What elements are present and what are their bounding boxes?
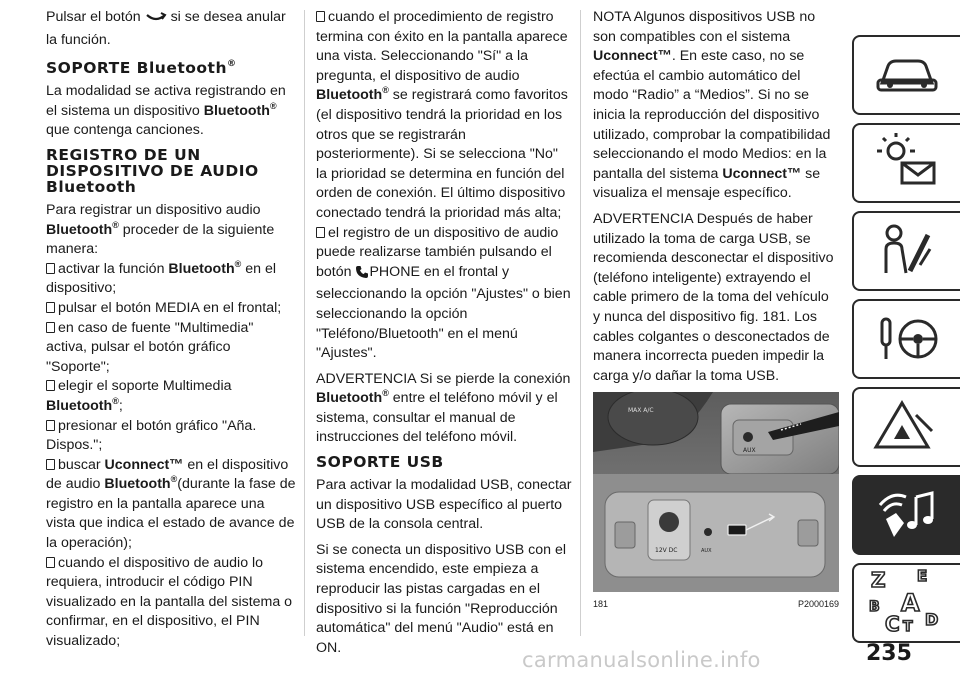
paragraph-usb-2: Si se conecta un dispositivo USB con el sistema encendido, este empieza a reproducir las pistas cargadas en el dispositivo si la función "Reproducción automática" del menú "Audio" está en ON.	[316, 541, 566, 656]
list-item: pulsar el botón MEDIA en el frontal;	[46, 299, 296, 319]
checkbox-bullet-icon	[316, 227, 325, 238]
list-item: cuando el procedimiento de registro termina con éxito en la pantalla aparece una vista. Seleccionando "Sí" a la pregunta, el dispositivo de audio Bluetooth® se registrará como favoritos (el dispositivo tendrá la prioridad en los otros que se registrarán posteriormente). Si se selecciona "No" la prioridad se determina en función del orden de conexión. El último dispositivo conectado tendrá la prioridad más alta;	[316, 9, 568, 221]
svg-text:B: B	[869, 598, 880, 615]
page-number: 235	[866, 641, 912, 666]
site-watermark: carmanualsonline.info	[522, 648, 761, 672]
list-item: presionar el botón gráfico "Aña. Dispos.";	[46, 417, 257, 454]
list-item: el registro de un dispositivo de audio puede realizarse también pulsando el botón PHONE en el frontal y seleccionando la opción "Ajustes" o bien seleccionando la opción "Teléfono/Bluetooth" en el menú "Ajustes".	[316, 224, 571, 362]
list-item: activar la función Bluetooth® en el dispositivo;	[46, 258, 276, 297]
checkbox-bullet-icon	[46, 557, 55, 568]
svg-text:T: T	[903, 618, 913, 635]
key-steering-icon	[872, 309, 942, 370]
column-divider	[304, 10, 305, 636]
tab-index[interactable]	[852, 563, 960, 643]
svg-text:AUX: AUX	[701, 548, 712, 555]
heading-soporte-usb: SOPORTE USB	[316, 453, 444, 472]
paragraph-advertencia-2: ADVERTENCIA Después de haber utilizado la toma de carga USB, se recomienda desconectar el dispositivo (teléfono inteligente) extrayendo el cable primero de la toma del vehículo y nunca del dispositivo fig. 181. Los cables colgantes o desconectados de manera incorrecta pueden impedir la carga y/o dañar la toma USB.	[593, 210, 834, 384]
list-item: cuando el dispositivo de audio lo requiera, introducir el código PIN visualizado en la pantalla del sistema o confirmar, en el dispositivo, el PIN visualizado;	[46, 554, 293, 650]
hazard-triangle-icon	[872, 397, 942, 458]
usb-console-illustration	[593, 392, 839, 592]
checkbox-bullet-icon	[46, 459, 55, 470]
column-2	[316, 8, 572, 664]
tab-warning-lights[interactable]	[852, 123, 960, 203]
checkbox-bullet-icon	[46, 263, 55, 274]
column-1	[46, 8, 296, 652]
phone-music-icon	[872, 483, 942, 548]
tab-car-dashboard[interactable]	[852, 35, 960, 115]
svg-text:A: A	[901, 588, 920, 617]
car-dashboard-icon	[872, 48, 942, 103]
paragraph-usb-1: Para activar la modalidad USB, conectar un dispositivo USB específico al puerto USB de la consola central.	[316, 477, 572, 533]
index-letters-icon	[867, 567, 947, 640]
list-item: buscar Uconnect™ en el dispositivo de audio Bluetooth®(durante la fase de registro en la pantalla aparece una vista que indica el estado de avance de la operación);	[46, 456, 296, 552]
svg-text:E: E	[917, 566, 928, 585]
warning-light-icon	[872, 133, 942, 194]
figure-usb-port-photo	[593, 392, 839, 592]
svg-text:Z: Z	[871, 567, 886, 592]
paragraph-advertencia-1: ADVERTENCIA Si se pierde la conexión Bluetooth® entre el teléfono móvil y el sistema, consultar el manual de instrucciones del teléfono móvil.	[316, 370, 571, 446]
phone-icon	[355, 265, 369, 286]
paragraph-nota: NOTA Algunos dispositivos USB no son compatibles con el sistema Uconnect™. En este caso, no se efectúa el cambio automático del modo “Radio” a “Medios”. Si no se inicia la reproducción del dispositivo utilizado, comprobar la compatibilidad seleccionando el modo Medios: en la pantalla del sistema Uconnect™ se visualiza el mensaje específico.	[593, 9, 831, 202]
checkbox-bullet-icon	[46, 302, 55, 313]
seatbelt-icon	[872, 221, 942, 282]
svg-text:C: C	[885, 611, 900, 635]
column-divider	[580, 10, 581, 636]
figure-code: P2000169	[797, 599, 839, 610]
svg-text:AUX: AUX	[743, 447, 756, 455]
figure-caption	[593, 595, 839, 615]
tab-emergency[interactable]	[852, 387, 960, 467]
paragraph-para-registrar: Para registrar un dispositivo audio Bluetooth® proceder de la siguiente manera:	[46, 201, 275, 258]
svg-text:MAX A/C: MAX A/C	[628, 407, 654, 415]
column-3	[593, 8, 839, 615]
list-item: elegir el soporte Multimedia Bluetooth®;	[46, 378, 232, 414]
checkbox-bullet-icon	[46, 420, 55, 431]
checkbox-bullet-icon	[46, 322, 55, 333]
paragraph-modalidad: La modalidad se activa registrando en el sistema un dispositivo Bluetooth® que contenga canciones.	[46, 83, 286, 139]
svg-text:D: D	[925, 609, 939, 629]
checkbox-bullet-icon	[46, 380, 55, 391]
intro-paragraph: Pulsar el botón si se desea anular la función.	[46, 9, 286, 48]
tab-multimedia[interactable]	[852, 475, 960, 555]
svg-text:12V DC: 12V DC	[655, 547, 678, 555]
figure-number: 181	[593, 599, 609, 610]
heading-registro: REGISTRO DE UN DISPOSITIVO DE AUDIO Bluetooth	[46, 145, 259, 196]
heading-soporte-bluetooth: SOPORTE Bluetooth®	[46, 59, 237, 78]
tab-safety[interactable]	[852, 211, 960, 291]
checkbox-bullet-icon	[316, 11, 325, 22]
chapter-tabs-sidebar	[852, 35, 960, 650]
tab-starting-driving[interactable]	[852, 299, 960, 379]
return-arrow-icon	[145, 11, 167, 31]
list-item: en caso de fuente "Multimedia" activa, pulsar el botón gráfico "Soporte";	[46, 319, 254, 375]
